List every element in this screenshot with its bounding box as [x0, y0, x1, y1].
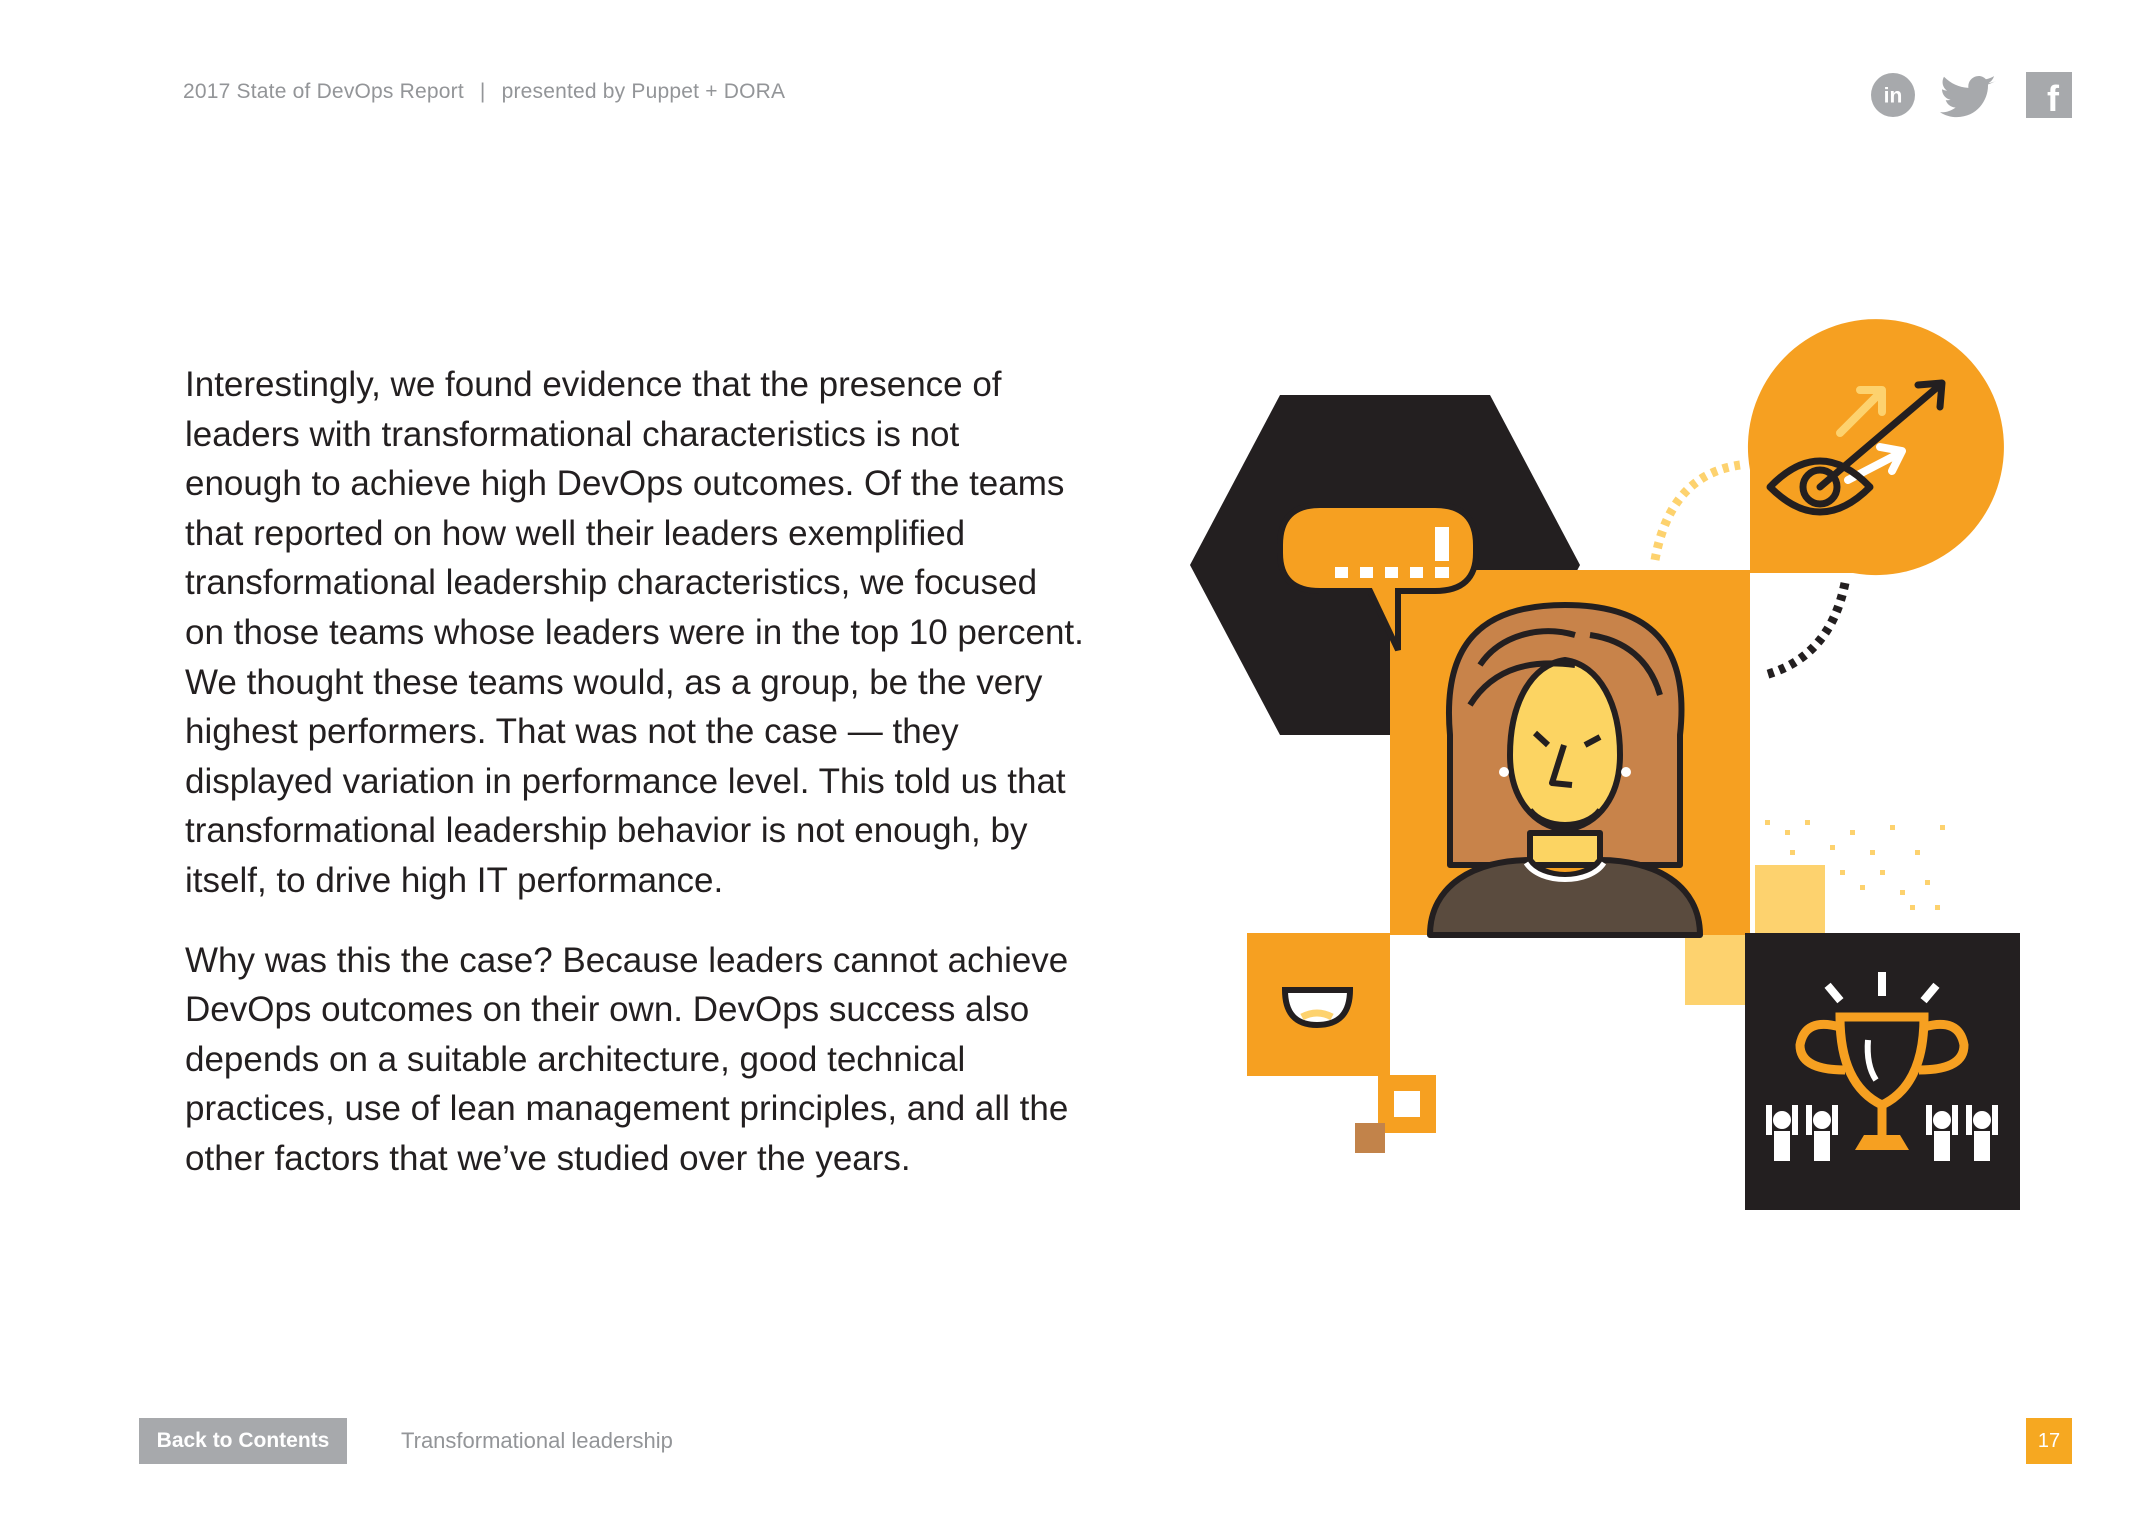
accent-square — [1755, 865, 1825, 935]
twitter-icon[interactable] — [1940, 76, 1998, 118]
earring — [1621, 767, 1631, 777]
report-title: 2017 State of DevOps Report — [183, 80, 464, 103]
woman-portrait — [1430, 605, 1700, 935]
presenter-text: presented by Puppet + DORA — [501, 80, 786, 103]
paragraph-2: Why was this the case? Because leaders cannot achieve DevOps outcomes on their own. DevOps success also depends on a suitable architecture, good technical practices, use of lean management principles, and all the other factors that we’ve studied over the years. — [185, 940, 1069, 1178]
dotted-arc — [1655, 465, 1740, 560]
accent-square — [1685, 935, 1755, 1005]
svg-text:in: in — [1883, 84, 1903, 108]
leadership-illustration — [1180, 305, 2020, 1225]
small-square — [1355, 1123, 1385, 1153]
small-square-hole — [1394, 1091, 1420, 1117]
section-title: Transformational leadership — [401, 1428, 673, 1453]
smile-icon — [1285, 990, 1350, 1025]
facebook-icon[interactable] — [2026, 72, 2072, 118]
paragraph-1: Interestingly, we found evidence that the presence of leaders with transformational characteristics is not enough to achieve high DevOps outcomes. Of the teams that reported on how well their leaders exemplified transformational leadership characteristics, we focused on those teams whose leaders were in the top 10 percent. We thought these teams would, as a group, be the very highest performers. That was not the case — they displayed variation in performance level. This told us that transformational leadership behavior is not enough, by itself, to drive high IT performance. — [185, 365, 1084, 900]
header-separator: | — [479, 80, 486, 103]
body-text — [185, 360, 1085, 1184]
page-number: 17 — [2026, 1418, 2072, 1464]
social-links — [1870, 72, 2082, 122]
dotted-arc-dark — [1765, 583, 1845, 675]
back-to-contents-button[interactable]: Back to Contents — [139, 1418, 347, 1464]
earring — [1499, 767, 1509, 777]
page-header — [183, 80, 785, 104]
linkedin-icon[interactable] — [1870, 72, 1916, 118]
svg-text:f: f — [2047, 78, 2059, 118]
eye-bubble — [1748, 319, 2004, 575]
